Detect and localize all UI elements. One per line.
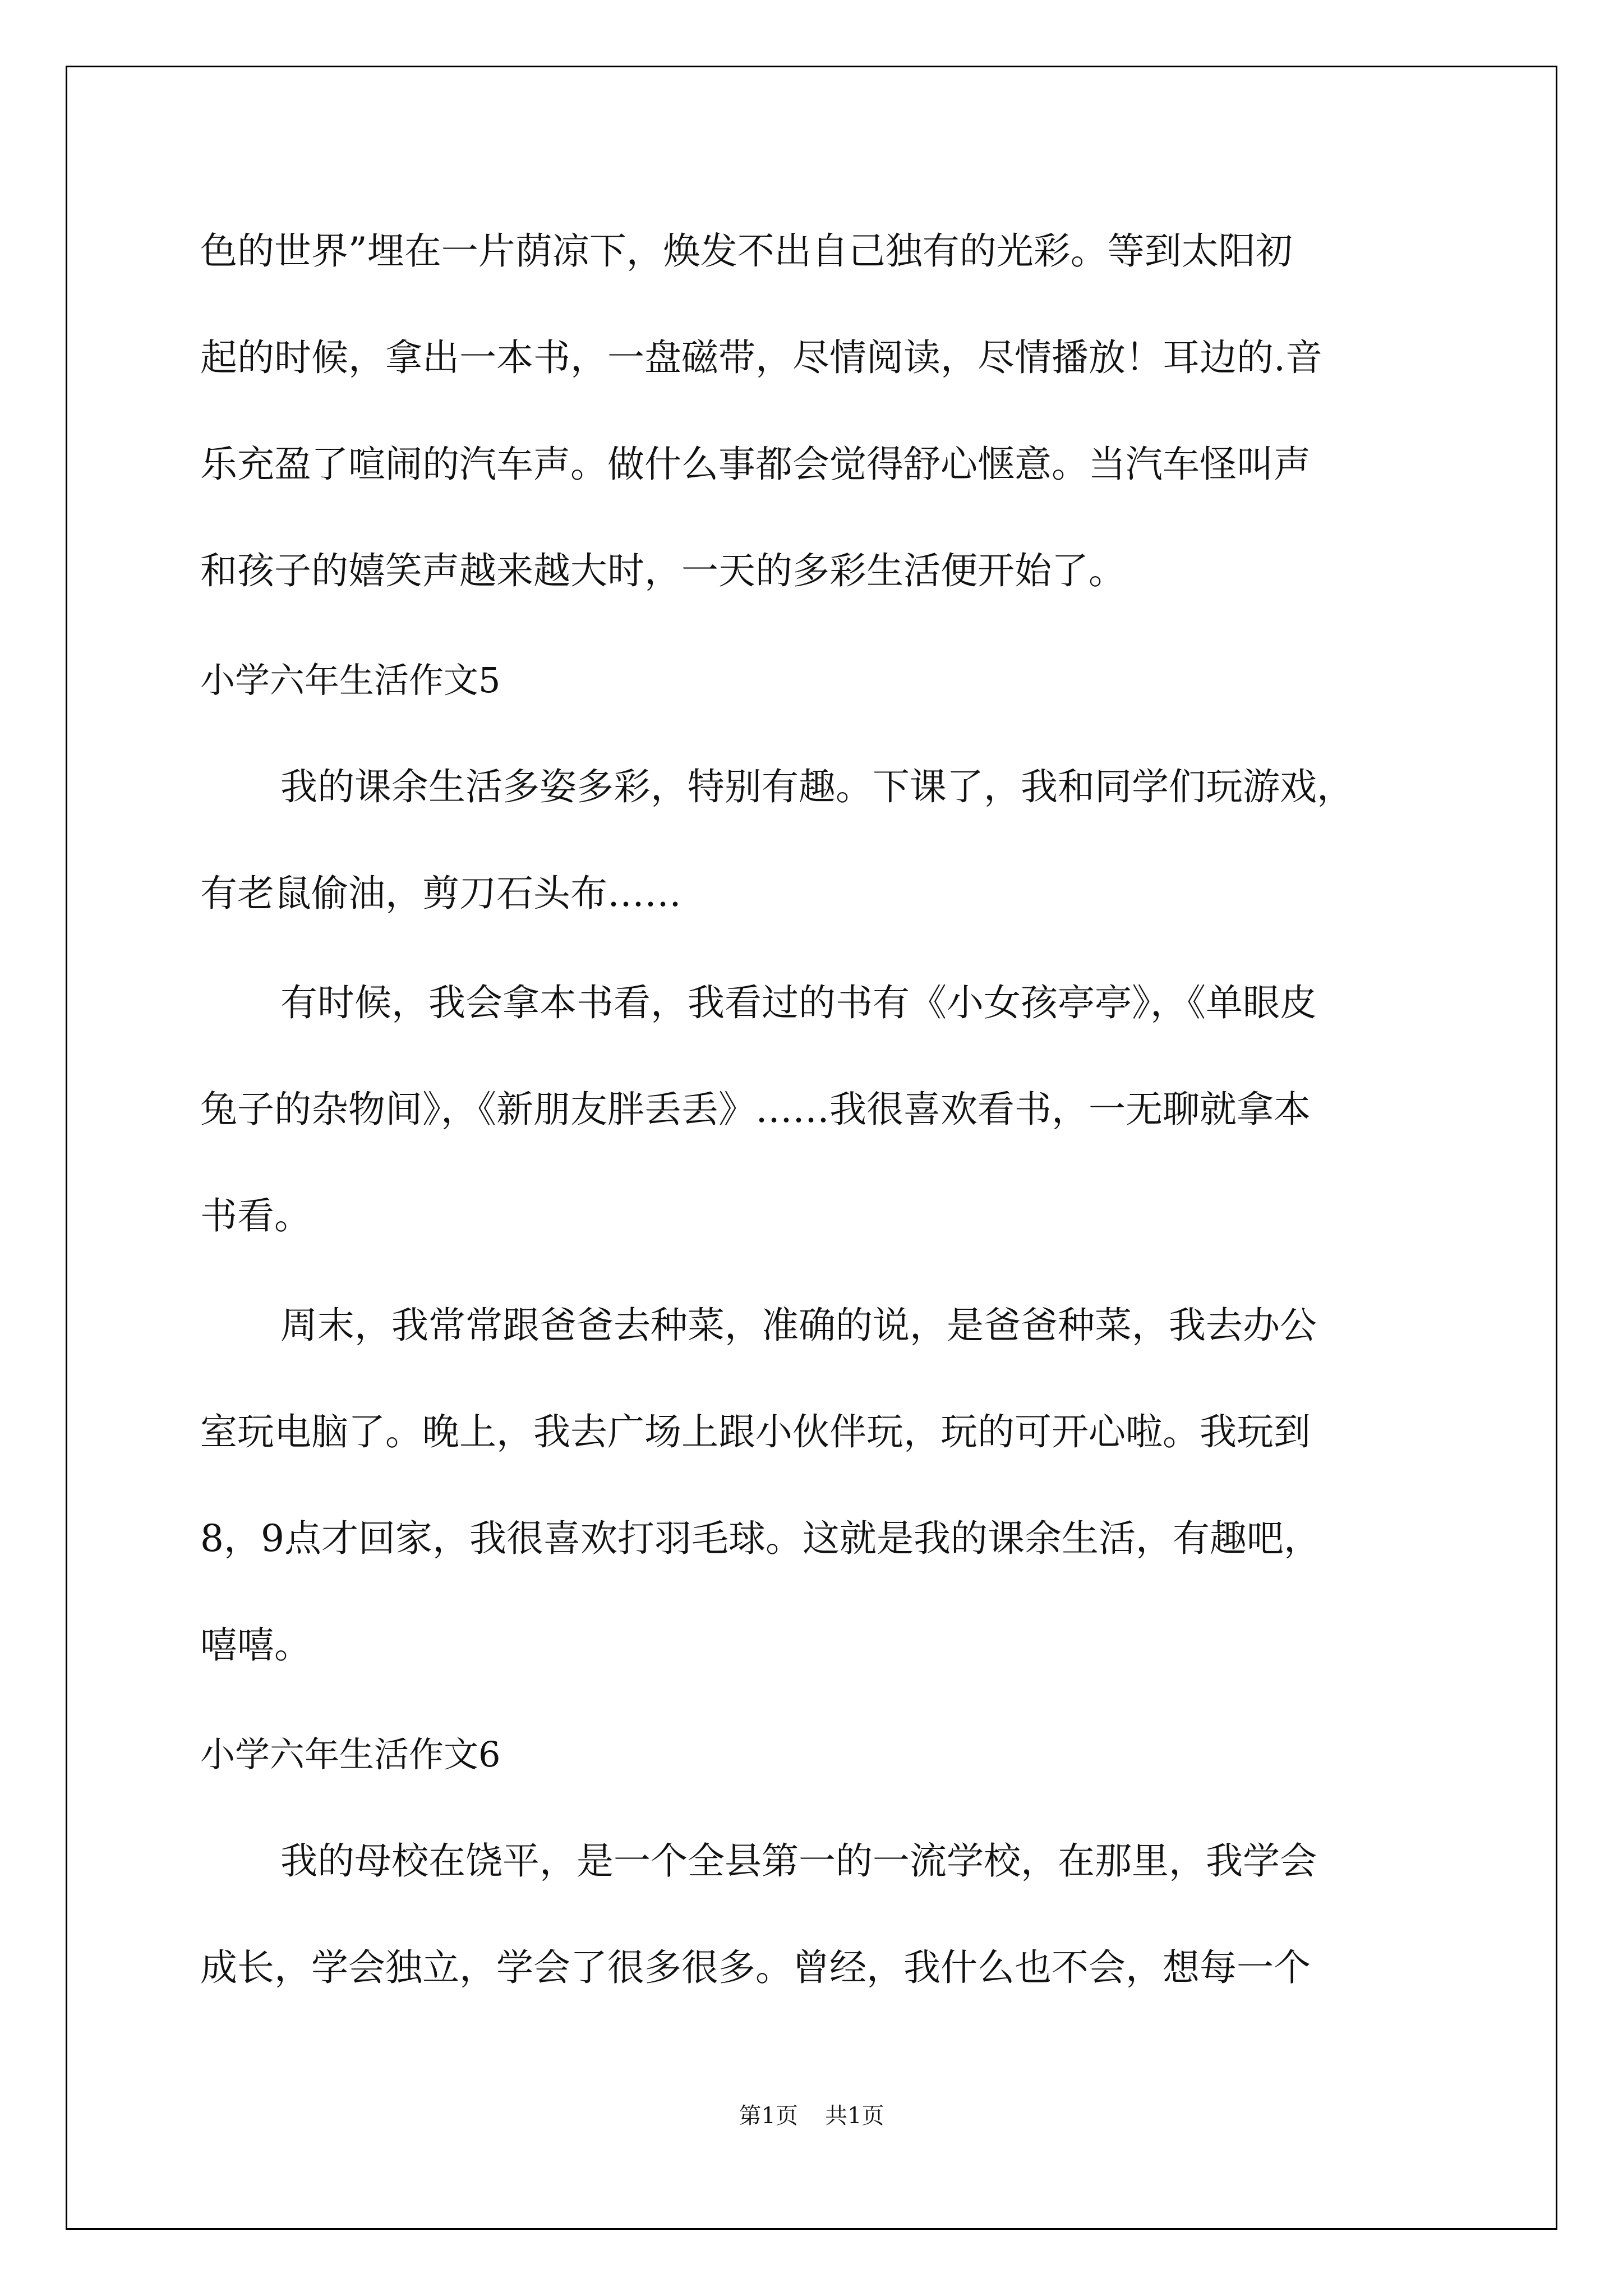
section-heading: 小学六年生活作文6	[200, 1734, 501, 1775]
text-line: 8，9点才回家，我很喜欢打羽毛球。这就是我的课余生活，有趣吧，	[200, 1517, 1321, 1560]
page-border	[66, 66, 1557, 2230]
text-line: 书看。	[200, 1194, 311, 1237]
text-line: 色的世界”埋在一片荫凉下，焕发不出自己独有的光彩。等到太阳初	[200, 229, 1293, 273]
page-total: 共1页	[825, 2103, 884, 2129]
page-footer	[0, 2098, 1623, 2130]
text-line: 室玩电脑了。晚上，我去广场上跟小伙伴玩，玩的可开心啦。我玩到	[200, 1410, 1311, 1453]
text-line: 兔子的杂物间》，《新朋友胖丢丢》……我很喜欢看书，一无聊就拿本	[200, 1088, 1311, 1131]
section-heading: 小学六年生活作文5	[200, 660, 501, 701]
text-line: 嘻嘻。	[200, 1623, 311, 1667]
text-line: 周末，我常常跟爸爸去种菜，准确的说，是爸爸种菜，我去办公	[280, 1304, 1317, 1347]
text-line: 乐充盈了喧闹的汽车声。做什么事都会觉得舒心惬意。当汽车怪叫声	[200, 443, 1311, 486]
text-line: 起的时候，拿出一本书，一盘磁带，尽情阅读，尽情播放！耳边的.音	[200, 336, 1322, 379]
text-line: 成长，学会独立，学会了很多很多。曾经，我什么也不会，想每一个	[200, 1946, 1311, 1989]
text-line: 有时候，我会拿本书看，我看过的书有《小女孩亭亭》，《单眼皮	[280, 981, 1317, 1024]
text-line: 和孩子的嬉笑声越来越大时，一天的多彩生活便开始了。	[200, 549, 1126, 592]
text-line: 我的课余生活多姿多彩，特别有趣。下课了，我和同学们玩游戏，	[280, 765, 1354, 808]
text-line: 有老鼠偷油，剪刀石头布……	[200, 872, 681, 915]
text-line: 我的母校在饶平，是一个全县第一的一流学校，在那里，我学会	[280, 1839, 1317, 1883]
page-number: 第1页	[739, 2103, 798, 2129]
